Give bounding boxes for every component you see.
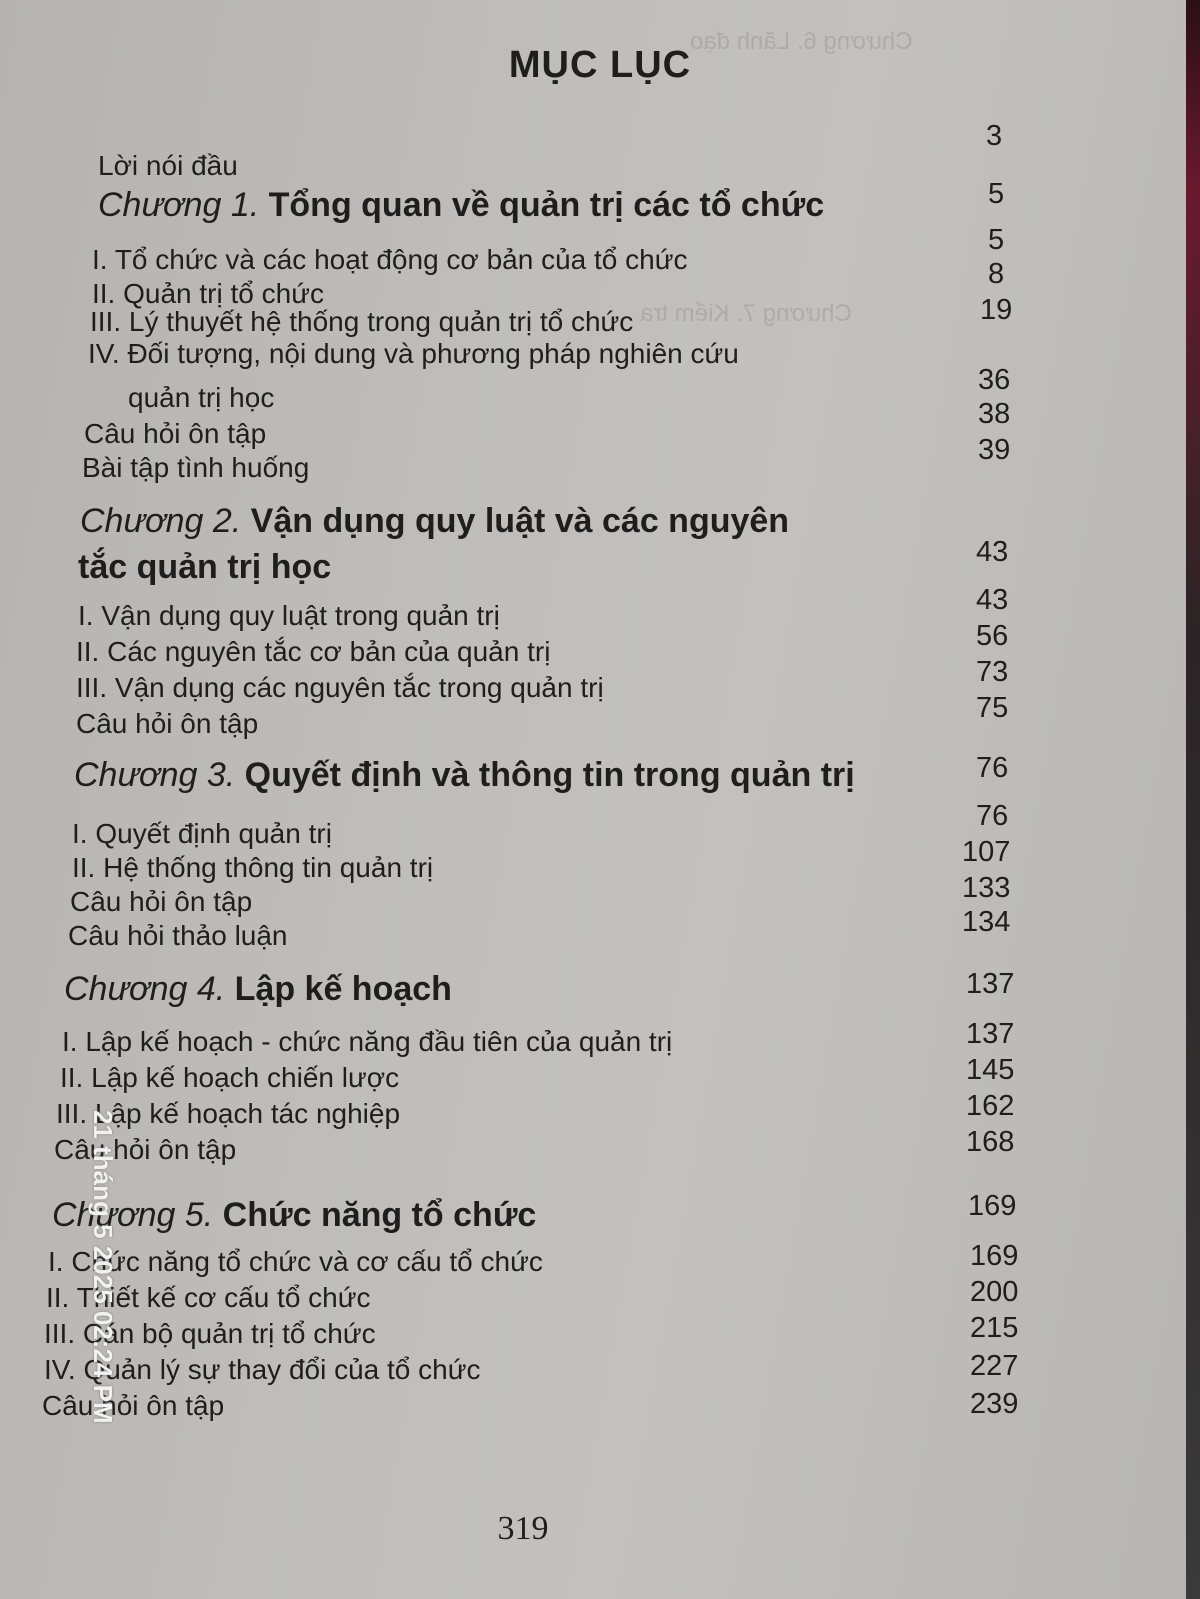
toc-page-number: 133 <box>962 872 1011 904</box>
chapter-label: Chương 3. <box>74 756 236 794</box>
toc-page-number: 5 <box>988 178 1005 210</box>
toc-entry-text: II. Quản trị tổ chức <box>92 278 324 309</box>
toc-entry-text: III. Cán bộ quản trị tổ chức <box>44 1318 376 1349</box>
chapter-heading <box>74 756 855 795</box>
chapter-heading <box>80 502 789 541</box>
toc-page-number: 43 <box>976 536 1009 568</box>
toc-page-number: 137 <box>966 968 1015 1000</box>
toc-page-number: 19 <box>980 294 1013 326</box>
toc-entry-text: Bài tập tình huống <box>82 452 310 483</box>
toc-entry-text: III. Vận dụng các nguyên tắc trong quản trị <box>76 672 604 703</box>
chapter-title: tắc quản trị học <box>78 548 332 586</box>
chapter-heading <box>64 970 452 1009</box>
toc-entry-text: I. Tổ chức và các hoạt động cơ bản của tổ chức <box>92 244 688 275</box>
toc-page-number: 227 <box>970 1350 1019 1382</box>
toc-entry-text: quản trị học <box>128 382 275 413</box>
toc-page-number: 145 <box>966 1054 1015 1086</box>
toc-page-number: 39 <box>978 434 1011 466</box>
chapter-title: Tổng quan về quản trị các tổ chức <box>268 186 825 224</box>
toc-page-number: 56 <box>976 620 1009 652</box>
toc-entry-text: I. Vận dụng quy luật trong quản trị <box>78 600 500 631</box>
toc-entry-text: I. Lập kế hoạch - chức năng đầu tiên của quản trị <box>62 1026 673 1057</box>
chapter-title: Vận dụng quy luật và các nguyên <box>250 502 790 540</box>
book-edge <box>1186 0 1200 1599</box>
toc-entry-text: III. Lý thuyết hệ thống trong quản trị tổ chức <box>90 306 634 337</box>
toc-page-number: 169 <box>970 1240 1019 1272</box>
toc-entry-text: II. Lập kế hoạch chiến lược <box>60 1062 400 1093</box>
toc-entry-text: Câu hỏi ôn tập <box>84 418 267 449</box>
toc-entry-text: III. Lập kế hoạch tác nghiệp <box>56 1098 401 1129</box>
toc-entry-text: IV. Quản lý sự thay đổi của tổ chức <box>44 1354 481 1385</box>
toc-page-number: 36 <box>978 364 1011 396</box>
bleed-through-text: Chương 7. Kiểm tra <box>640 300 852 327</box>
toc-page-number: 76 <box>976 752 1009 784</box>
chapter-title: Lập kế hoạch <box>234 970 452 1008</box>
chapter-label: Chương 5. <box>52 1196 214 1234</box>
chapter-heading <box>52 1196 536 1235</box>
toc-page-number: 200 <box>970 1276 1019 1308</box>
toc-entry-text: I. Chức năng tổ chức và cơ cấu tổ chức <box>48 1246 543 1277</box>
chapter-heading <box>78 548 331 587</box>
timestamp-watermark <box>86 1110 120 1530</box>
chapter-label: Chương 1. <box>98 186 260 224</box>
page-number: 319 <box>497 1510 549 1547</box>
toc-entry-text: Lời nói đầu <box>98 150 238 181</box>
toc-page-number: 137 <box>966 1018 1015 1050</box>
toc-page-number: 162 <box>966 1090 1015 1122</box>
toc-entry-text: IV. Đối tượng, nội dung và phương pháp nghiên cứu <box>88 338 739 369</box>
toc-page-number: 5 <box>988 224 1005 256</box>
toc-page-number: 76 <box>976 800 1009 832</box>
toc-page-number: 239 <box>970 1388 1019 1420</box>
toc-page-number: 168 <box>966 1126 1015 1158</box>
toc-entry-text: II. Thiết kế cơ cấu tổ chức <box>46 1282 371 1313</box>
toc-entry-text: Câu hỏi ôn tập <box>76 708 259 739</box>
toc-page-number: 134 <box>962 906 1011 938</box>
chapter-title: Quyết định và thông tin trong quản trị <box>244 756 855 794</box>
timestamp-text: 21 tháng 5 2025 02:24 PM <box>88 1110 118 1424</box>
bleed-through-text: Chương 6. Lãnh đạo <box>690 28 913 55</box>
toc-page-number: 3 <box>986 120 1003 152</box>
toc-entry-text: II. Hệ thống thông tin quản trị <box>72 852 434 883</box>
toc-page-number: 215 <box>970 1312 1019 1344</box>
toc-page-number: 73 <box>976 656 1009 688</box>
toc-entry-text: Câu hỏi ôn tập <box>70 886 253 917</box>
chapter-heading <box>98 186 824 225</box>
toc-page-number: 43 <box>976 584 1009 616</box>
chapter-title: Chức năng tổ chức <box>222 1196 537 1234</box>
page-title: MỤC LỤC <box>508 44 692 86</box>
toc-page-number: 169 <box>968 1190 1017 1222</box>
chapter-label: Chương 4. <box>64 970 226 1008</box>
toc-entry-text: I. Quyết định quản trị <box>72 818 332 849</box>
toc-entry-text: Câu hỏi ôn tập <box>54 1134 237 1165</box>
chapter-label: Chương 2. <box>80 502 242 540</box>
toc-entry-text: Câu hỏi thảo luận <box>68 920 288 951</box>
toc-page-number: 8 <box>988 258 1005 290</box>
toc-page-number: 107 <box>962 836 1011 868</box>
toc-entry-text: II. Các nguyên tắc cơ bản của quản trị <box>76 636 551 667</box>
toc-page-number: 75 <box>976 692 1009 724</box>
toc-page-number: 38 <box>978 398 1011 430</box>
toc-entry-text: Câu hỏi ôn tập <box>42 1390 225 1421</box>
